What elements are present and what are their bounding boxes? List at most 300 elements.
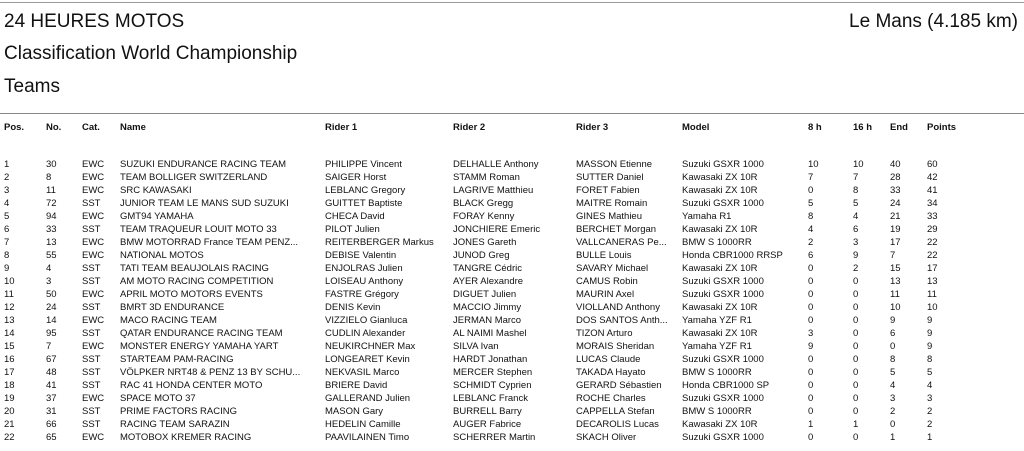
cell-no: 14	[46, 315, 57, 326]
cell-team-name: SPACE MOTO 37	[120, 393, 196, 404]
results-table	[0, 122, 987, 444]
cell-rider3: BERCHET Morgan	[576, 224, 657, 235]
cell-rider3: MORAIS Sheridan	[576, 341, 655, 352]
cell-cat: SST	[82, 224, 101, 235]
cell-cat: EWC	[82, 289, 105, 300]
cell-rider3: SUTTER Daniel	[576, 172, 644, 183]
col-header-no: No.	[46, 122, 62, 133]
cell-end: 9	[890, 315, 896, 326]
cell-points: 5	[927, 367, 933, 378]
cell-8h: 3	[808, 328, 814, 339]
cell-pos: 11	[4, 289, 14, 300]
cell-rider3: CAMUS Robin	[576, 276, 638, 287]
cell-16h: 2	[853, 263, 859, 274]
cell-cat: SST	[82, 406, 101, 417]
cell-end: 0	[890, 419, 896, 430]
cell-8h: 0	[808, 406, 814, 417]
col-header-name: Name	[120, 122, 146, 133]
cell-16h: 0	[853, 354, 859, 365]
table-row	[0, 405, 987, 418]
cell-rider2: MACCIO Jimmy	[453, 302, 522, 313]
cell-cat: SST	[82, 198, 101, 209]
cell-points: 42	[927, 172, 938, 183]
cell-cat: EWC	[82, 211, 105, 222]
header-row	[0, 122, 987, 142]
col-header-rider2: Rider 2	[453, 122, 486, 133]
cell-team-name: RAC 41 HONDA CENTER MOTO	[120, 380, 263, 391]
cell-rider1: LEBLANC Gregory	[325, 185, 406, 196]
cell-model: Kawasaki ZX 10R	[682, 224, 758, 235]
cell-points: 10	[927, 302, 938, 313]
cell-pos: 22	[4, 432, 15, 443]
cell-no: 72	[46, 198, 57, 209]
cell-rider2: BLACK Gregg	[453, 198, 514, 209]
cell-no: 37	[46, 393, 57, 404]
cell-points: 41	[927, 185, 938, 196]
cell-model: BMW S 1000RR	[682, 237, 752, 248]
cell-16h: 3	[853, 237, 859, 248]
cell-8h: 5	[808, 198, 814, 209]
cell-no: 11	[46, 185, 56, 196]
cell-end: 10	[890, 302, 901, 313]
cell-pos: 9	[4, 263, 10, 274]
cell-model: Kawasaki ZX 10R	[682, 419, 758, 430]
cell-end: 13	[890, 276, 901, 287]
cell-end: 28	[890, 172, 901, 183]
cell-rider2: SCHERRER Martin	[453, 432, 536, 443]
cell-pos: 14	[4, 328, 15, 339]
cell-end: 8	[890, 354, 896, 365]
event-title: 24 HEURES MOTOS	[4, 11, 185, 32]
cell-points: 17	[927, 263, 938, 274]
cell-rider2: JERMAN Marco	[453, 315, 522, 326]
cell-16h: 0	[853, 302, 859, 313]
cell-cat: EWC	[82, 315, 105, 326]
cell-points: 22	[927, 237, 938, 248]
cell-team-name: MACO RACING TEAM	[120, 315, 217, 326]
cell-rider1: PHILIPPE Vincent	[325, 159, 402, 170]
cell-model: Yamaha YZF R1	[682, 315, 752, 326]
cell-end: 24	[890, 198, 901, 209]
cell-end: 33	[890, 185, 901, 196]
cell-model: Suzuki GSXR 1000	[682, 432, 764, 443]
cell-points: 33	[927, 211, 938, 222]
table-row	[0, 158, 987, 171]
cell-team-name: VÖLPKER NRT48 & PENZ 13 BY SCHU...	[120, 367, 301, 378]
cell-team-name: PRIME FACTORS RACING	[120, 406, 238, 417]
cell-16h: 0	[853, 406, 859, 417]
table-row	[0, 275, 987, 288]
cell-rider3: SKACH Oliver	[576, 432, 637, 443]
cell-points: 13	[927, 276, 938, 287]
cell-no: 7	[46, 341, 52, 352]
cell-points: 22	[927, 250, 938, 261]
cell-8h: 8	[808, 211, 814, 222]
cell-end: 40	[890, 159, 901, 170]
cell-pos: 7	[4, 237, 10, 248]
cell-cat: EWC	[82, 341, 105, 352]
header-rule	[0, 113, 1024, 114]
cell-pos: 21	[4, 419, 15, 430]
cell-team-name: SRC KAWASAKI	[120, 185, 192, 196]
cell-model: Suzuki GSXR 1000	[682, 198, 764, 209]
col-header-end: End	[890, 122, 908, 133]
cell-cat: SST	[82, 354, 101, 365]
cell-8h: 4	[808, 224, 814, 235]
cell-rider3: BULLE Louis	[576, 250, 632, 261]
cell-rider3: VALLCANERAS Pe...	[576, 237, 667, 248]
cell-cat: SST	[82, 328, 101, 339]
section-title: Teams	[4, 76, 60, 97]
cell-no: 65	[46, 432, 57, 443]
cell-pos: 1	[4, 159, 10, 170]
cell-points: 60	[927, 159, 938, 170]
cell-team-name: QATAR ENDURANCE RACING TEAM	[120, 328, 283, 339]
cell-8h: 1	[808, 419, 814, 430]
cell-rider2: DIGUET Julien	[453, 289, 517, 300]
table-row	[0, 379, 987, 392]
cell-rider2: JONCHIERE Emeric	[453, 224, 541, 235]
cell-cat: SST	[82, 367, 101, 378]
cell-16h: 0	[853, 367, 859, 378]
cell-8h: 0	[808, 289, 814, 300]
cell-16h: 0	[853, 315, 859, 326]
col-header-rider1: Rider 1	[325, 122, 358, 133]
classification-title: Classification World Championship	[4, 43, 298, 64]
cell-no: 66	[46, 419, 57, 430]
cell-end: 2	[890, 406, 896, 417]
cell-rider2: HARDT Jonathan	[453, 354, 528, 365]
cell-end: 0	[890, 341, 896, 352]
cell-model: Suzuki GSXR 1000	[682, 276, 764, 287]
cell-end: 15	[890, 263, 901, 274]
cell-pos: 4	[4, 198, 10, 209]
cell-points: 8	[927, 354, 933, 365]
cell-rider2: AL NAIMI Mashel	[453, 328, 527, 339]
cell-team-name: MONSTER ENERGY YAMAHA YART	[120, 341, 279, 352]
cell-team-name: AM MOTO RACING COMPETITION	[120, 276, 274, 287]
cell-no: 30	[46, 159, 57, 170]
cell-8h: 0	[808, 367, 814, 378]
col-header-16h: 16 h	[853, 122, 873, 133]
cell-rider2: AYER Alexandre	[453, 276, 524, 287]
cell-rider2: FORAY Kenny	[453, 211, 515, 222]
col-header-8h: 8 h	[808, 122, 822, 133]
cell-8h: 0	[808, 380, 814, 391]
cell-model: BMW S 1000RR	[682, 367, 752, 378]
cell-model: Yamaha YZF R1	[682, 341, 752, 352]
cell-rider3: TIZON Arturo	[576, 328, 633, 339]
cell-points: 34	[927, 198, 938, 209]
cell-team-name: BMRT 3D ENDURANCE	[120, 302, 225, 313]
cell-points: 9	[927, 341, 933, 352]
cell-8h: 0	[808, 302, 814, 313]
table-row	[0, 223, 987, 236]
cell-pos: 15	[4, 341, 15, 352]
cell-end: 11	[890, 289, 900, 300]
cell-cat: SST	[82, 263, 101, 274]
cell-no: 8	[46, 172, 52, 183]
table-row	[0, 288, 987, 301]
cell-rider3: LUCAS Claude	[576, 354, 641, 365]
table-row	[0, 301, 987, 314]
cell-rider3: SAVARY Michael	[576, 263, 649, 274]
cell-rider3: GERARD Sébastien	[576, 380, 662, 391]
cell-rider1: LONGEARET Kevin	[325, 354, 410, 365]
cell-rider1: GALLERAND Julien	[325, 393, 411, 404]
cell-cat: EWC	[82, 432, 105, 443]
cell-rider1: DENIS Kevin	[325, 302, 381, 313]
cell-points: 11	[927, 289, 937, 300]
cell-points: 2	[927, 419, 933, 430]
cell-16h: 0	[853, 328, 859, 339]
cell-end: 5	[890, 367, 896, 378]
col-header-model: Model	[682, 122, 710, 133]
cell-rider1: SAIGER Horst	[325, 172, 387, 183]
cell-rider1: NEKVASIL Marco	[325, 367, 400, 378]
cell-team-name: TEAM TRAQUEUR LOUIT MOTO 33	[120, 224, 277, 235]
cell-pos: 19	[4, 393, 15, 404]
table-row	[0, 366, 987, 379]
cell-model: Kawasaki ZX 10R	[682, 302, 758, 313]
cell-16h: 10	[853, 159, 864, 170]
cell-pos: 10	[4, 276, 15, 287]
cell-rider1: CHECA David	[325, 211, 385, 222]
cell-8h: 0	[808, 432, 814, 443]
cell-team-name: NATIONAL MOTOS	[120, 250, 204, 261]
cell-team-name: STARTEAM PAM-RACING	[120, 354, 234, 365]
cell-team-name: JUNIOR TEAM LE MANS SUD SUZUKI	[120, 198, 289, 209]
cell-end: 1	[890, 432, 896, 443]
cell-end: 17	[890, 237, 901, 248]
cell-pos: 12	[4, 302, 15, 313]
cell-rider1: REITERBERGER Markus	[325, 237, 434, 248]
cell-rider1: PILOT Julien	[325, 224, 380, 235]
cell-pos: 2	[4, 172, 10, 183]
cell-8h: 10	[808, 159, 819, 170]
cell-rider1: LOISEAU Anthony	[325, 276, 404, 287]
cell-team-name: RACING TEAM SARAZIN	[120, 419, 230, 430]
cell-rider1: FASTRE Grégory	[325, 289, 399, 300]
cell-pos: 6	[4, 224, 10, 235]
cell-end: 4	[890, 380, 896, 391]
col-header-pos: Pos.	[4, 122, 25, 133]
cell-model: Suzuki GSXR 1000	[682, 289, 764, 300]
cell-end: 7	[890, 250, 896, 261]
cell-rider3: VIOLLAND Anthony	[576, 302, 660, 313]
cell-no: 41	[46, 380, 57, 391]
cell-16h: 1	[853, 419, 859, 430]
cell-rider2: SCHMIDT Cyprien	[453, 380, 532, 391]
cell-points: 1	[927, 432, 933, 443]
cell-model: Honda CBR1000 RRSP	[682, 250, 783, 261]
cell-8h: 7	[808, 172, 814, 183]
cell-rider1: ENJOLRAS Julien	[325, 263, 403, 274]
cell-end: 19	[890, 224, 901, 235]
cell-model: Suzuki GSXR 1000	[682, 354, 764, 365]
cell-no: 31	[46, 406, 57, 417]
cell-pos: 18	[4, 380, 15, 391]
cell-pos: 13	[4, 315, 15, 326]
cell-rider1: PAAVILAINEN Timo	[325, 432, 410, 443]
cell-pos: 8	[4, 250, 10, 261]
cell-8h: 0	[808, 315, 814, 326]
venue-label: Le Mans (4.185 km)	[849, 11, 1018, 32]
cell-points: 9	[927, 328, 933, 339]
cell-rider3: DOS SANTOS Anth...	[576, 315, 668, 326]
cell-8h: 0	[808, 185, 814, 196]
table-row	[0, 210, 987, 223]
cell-rider2: LEBLANC Franck	[453, 393, 528, 404]
cell-cat: EWC	[82, 185, 105, 196]
cell-16h: 6	[853, 224, 859, 235]
cell-rider2: JONES Gareth	[453, 237, 517, 248]
cell-cat: EWC	[82, 250, 105, 261]
cell-rider2: LAGRIVE Matthieu	[453, 185, 534, 196]
cell-model: BMW S 1000RR	[682, 406, 752, 417]
cell-rider1: VIZZIELO Gianluca	[325, 315, 408, 326]
cell-cat: EWC	[82, 172, 105, 183]
col-header-cat: Cat.	[82, 122, 100, 133]
cell-rider3: MAURIN Axel	[576, 289, 635, 300]
cell-pos: 5	[4, 211, 10, 222]
cell-rider1: HEDELIN Camille	[325, 419, 401, 430]
cell-rider3: ROCHE Charles	[576, 393, 646, 404]
cell-team-name: APRIL MOTO MOTORS EVENTS	[120, 289, 263, 300]
cell-rider2: JUNOD Greg	[453, 250, 510, 261]
table-row	[0, 314, 987, 327]
cell-points: 2	[927, 406, 933, 417]
cell-rider3: TAKADA Hayato	[576, 367, 646, 378]
cell-16h: 9	[853, 250, 859, 261]
cell-cat: EWC	[82, 237, 105, 248]
cell-model: Kawasaki ZX 10R	[682, 172, 758, 183]
cell-team-name: SUZUKI ENDURANCE RACING TEAM	[120, 159, 287, 170]
table-row	[0, 249, 987, 262]
table-row	[0, 197, 987, 210]
cell-no: 67	[46, 354, 57, 365]
cell-end: 21	[890, 211, 901, 222]
cell-no: 55	[46, 250, 57, 261]
table-row	[0, 262, 987, 275]
cell-no: 33	[46, 224, 57, 235]
cell-no: 94	[46, 211, 57, 222]
cell-cat: SST	[82, 302, 101, 313]
cell-no: 13	[46, 237, 57, 248]
cell-points: 4	[927, 380, 933, 391]
header-spacer	[0, 142, 987, 158]
cell-model: Kawasaki ZX 10R	[682, 263, 758, 274]
table-row	[0, 184, 987, 197]
cell-16h: 0	[853, 276, 859, 287]
cell-points: 29	[927, 224, 938, 235]
table-row	[0, 236, 987, 249]
cell-model: Kawasaki ZX 10R	[682, 328, 758, 339]
cell-8h: 0	[808, 354, 814, 365]
cell-rider2: DELHALLE Anthony	[453, 159, 539, 170]
cell-pos: 20	[4, 406, 15, 417]
cell-team-name: MOTOBOX KREMER RACING	[120, 432, 252, 443]
cell-no: 50	[46, 289, 57, 300]
top-rule	[0, 2, 1024, 3]
cell-cat: SST	[82, 380, 101, 391]
cell-model: Suzuki GSXR 1000	[682, 159, 764, 170]
cell-pos: 16	[4, 354, 15, 365]
cell-cat: EWC	[82, 393, 105, 404]
cell-8h: 0	[808, 276, 814, 287]
cell-rider3: CAPPELLA Stefan	[576, 406, 655, 417]
cell-rider1: CUDLIN Alexander	[325, 328, 406, 339]
cell-rider1: NEUKIRCHNER Max	[325, 341, 416, 352]
cell-8h: 9	[808, 341, 814, 352]
cell-rider1: MASON Gary	[325, 406, 384, 417]
table-row	[0, 327, 987, 340]
table-row	[0, 340, 987, 353]
cell-8h: 2	[808, 237, 814, 248]
cell-rider3: FORET Fabien	[576, 185, 640, 196]
cell-16h: 5	[853, 198, 859, 209]
cell-8h: 0	[808, 263, 814, 274]
col-header-points: Points	[927, 122, 957, 133]
cell-rider2: SILVA Ivan	[453, 341, 499, 352]
cell-rider3: GINES Mathieu	[576, 211, 642, 222]
cell-8h: 6	[808, 250, 814, 261]
cell-points: 3	[927, 393, 933, 404]
table-row	[0, 353, 987, 366]
cell-rider1: DEBISE Valentin	[325, 250, 397, 261]
cell-16h: 7	[853, 172, 859, 183]
cell-16h: 4	[853, 211, 859, 222]
cell-rider2: TANGRE Cédric	[453, 263, 522, 274]
cell-16h: 8	[853, 185, 859, 196]
cell-model: Suzuki GSXR 1000	[682, 393, 764, 404]
cell-end: 3	[890, 393, 896, 404]
cell-16h: 0	[853, 432, 859, 443]
cell-rider2: AUGER Fabrice	[453, 419, 522, 430]
results-body	[0, 142, 987, 444]
cell-pos: 17	[4, 367, 15, 378]
cell-no: 95	[46, 328, 57, 339]
cell-8h: 0	[808, 393, 814, 404]
cell-team-name: BMW MOTORRAD France TEAM PENZ...	[120, 237, 299, 248]
cell-rider1: BRIERE David	[325, 380, 388, 391]
cell-16h: 0	[853, 289, 859, 300]
cell-cat: EWC	[82, 159, 105, 170]
cell-model: Honda CBR1000 SP	[682, 380, 770, 391]
cell-model: Yamaha R1	[682, 211, 732, 222]
cell-no: 4	[46, 263, 52, 274]
table-row	[0, 392, 987, 405]
cell-16h: 0	[853, 341, 859, 352]
cell-points: 9	[927, 315, 933, 326]
cell-16h: 0	[853, 380, 859, 391]
cell-pos: 3	[4, 185, 10, 196]
cell-model: Kawasaki ZX 10R	[682, 185, 758, 196]
cell-team-name: TEAM BOLLIGER SWITZERLAND	[120, 172, 268, 183]
cell-team-name: GMT94 YAMAHA	[120, 211, 194, 222]
table-row	[0, 431, 987, 444]
cell-cat: SST	[82, 276, 101, 287]
cell-end: 6	[890, 328, 896, 339]
cell-rider2: MERCER Stephen	[453, 367, 533, 378]
cell-rider3: MAITRE Romain	[576, 198, 648, 209]
cell-no: 24	[46, 302, 57, 313]
cell-16h: 0	[853, 393, 859, 404]
cell-rider1: GUITTET Baptiste	[325, 198, 403, 209]
cell-no: 3	[46, 276, 52, 287]
col-header-rider3: Rider 3	[576, 122, 609, 133]
cell-rider3: DECAROLIS Lucas	[576, 419, 659, 430]
